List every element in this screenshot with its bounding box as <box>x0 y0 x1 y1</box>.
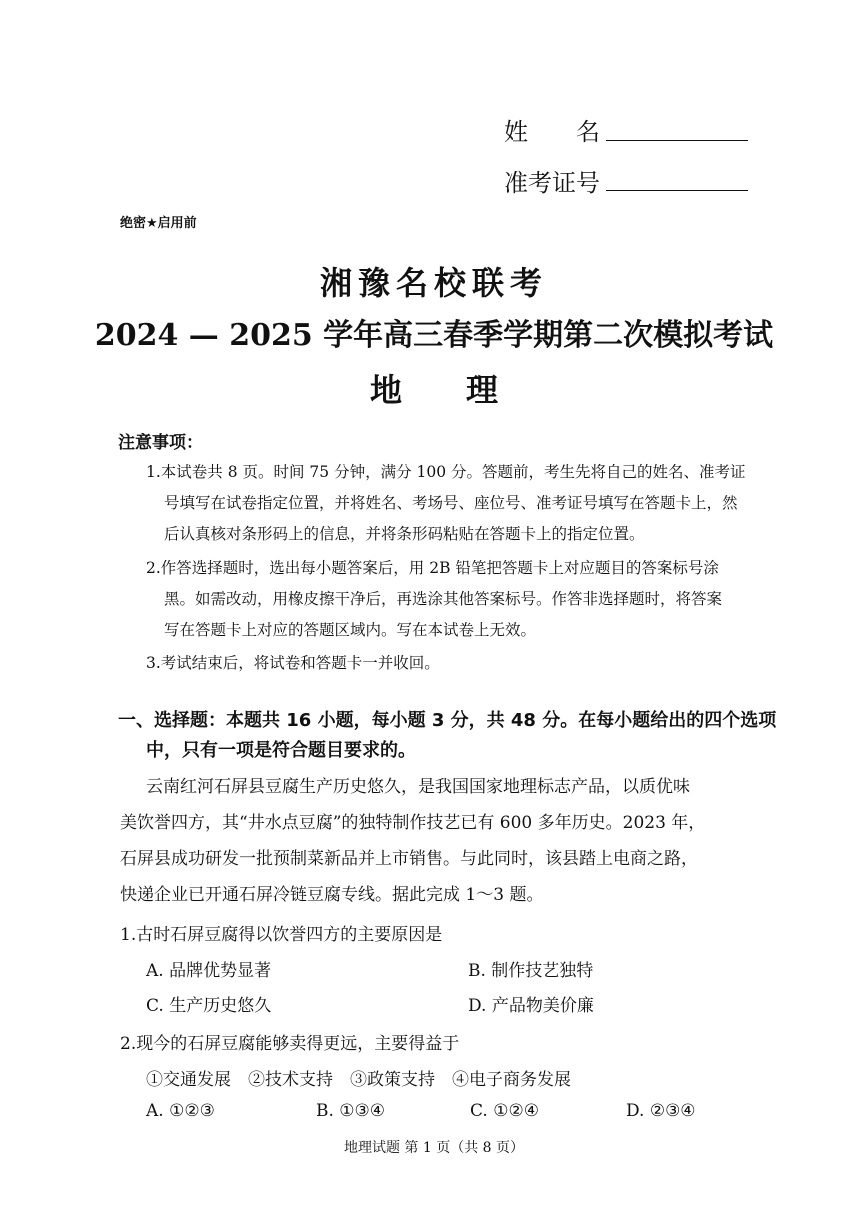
section-heading: 一、选择题：本题共 16 小题，每小题 3 分，共 48 分。在每小题给出的四个选项 <box>118 710 777 731</box>
exam-title: 湘豫名校联考 <box>319 264 548 302</box>
section-heading-cont: 中，只有一项是符合题目要求的。 <box>146 740 416 761</box>
question-1-option-b[interactable]: B. 制作技艺独特 <box>468 961 594 981</box>
note-line: 号填写在试卷指定位置，并将姓名、考场号、座位号、准考证号填写在答题卡上，然 <box>164 494 738 512</box>
question-1-option-d[interactable]: D. 产品物美价廉 <box>468 996 594 1016</box>
secret-mark: 绝密★启用前 <box>120 216 197 231</box>
exam-id-label: 准考证号 <box>504 169 600 197</box>
exam-subtitle: 2024 — 2025 学年高三春季学期第二次模拟考试 <box>94 318 774 353</box>
question-2-option-d[interactable]: D. ②③④ <box>626 1101 696 1121</box>
exam-id-field-line[interactable] <box>606 190 748 191</box>
notes-heading: 注意事项： <box>118 433 203 453</box>
note-line: 3.考试结束后，将试卷和答题卡一并收回。 <box>146 654 440 672</box>
note-line: 后认真核对条形码上的信息，并将条形码粘贴在答题卡上的指定位置。 <box>164 525 645 543</box>
question-2-stem: 2.现今的石屏豆腐能够卖得更远，主要得益于 <box>120 1034 460 1054</box>
question-1-option-c[interactable]: C. 生产历史悠久 <box>146 996 272 1016</box>
passage-line: 快递企业已开通石屏冷链豆腐专线。据此完成 1～3 题。 <box>120 885 544 905</box>
page-footer: 地理试题 第 1 页（共 8 页） <box>343 1140 525 1156</box>
subject-title: 地 理 <box>369 371 498 409</box>
question-2-option-b[interactable]: B. ①③④ <box>316 1101 386 1121</box>
question-2-option-c[interactable]: C. ①②④ <box>470 1101 539 1121</box>
name-label: 姓 名 <box>504 118 600 146</box>
name-field-line[interactable] <box>606 140 748 141</box>
question-2-items: ①交通发展 ②技术支持 ③政策支持 ④电子商务发展 <box>146 1070 571 1090</box>
question-1-stem: 1.古时石屏豆腐得以饮誉四方的主要原因是 <box>120 925 443 945</box>
passage-line: 云南红河石屏县豆腐生产历史悠久，是我国国家地理标志产品，以质优味 <box>146 777 690 797</box>
note-line: 写在答题卡上对应的答题区域内。写在本试卷上无效。 <box>164 621 537 639</box>
note-line: 黑。如需改动，用橡皮擦干净后，再选涂其他答案标号。作答非选择题时，将答案 <box>164 590 723 608</box>
note-line: 1.本试卷共 8 页。时间 75 分钟，满分 100 分。答题前，考生先将自己的姓名、准考证 <box>146 463 746 481</box>
question-2-option-a[interactable]: A. ①②③ <box>146 1101 215 1121</box>
question-1-option-a[interactable]: A. 品牌优势显著 <box>146 961 272 981</box>
passage-line: 石屏县成功研发一批预制菜新品并上市销售。与此同时，该县踏上电商之路， <box>120 849 698 869</box>
note-line: 2.作答选择题时，选出每小题答案后，用 2B 铅笔把答题卡上对应题目的答案标号涂 <box>146 559 719 577</box>
passage-line: 美饮誉四方，其“井水点豆腐”的独特制作技艺已有 600 多年历史。2023 年， <box>120 813 706 833</box>
